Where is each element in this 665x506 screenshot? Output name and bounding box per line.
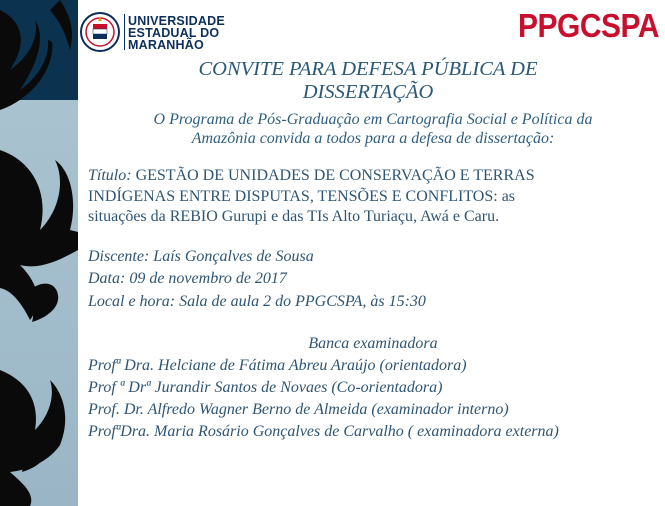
decorative-sidebar [0, 0, 78, 506]
program-logo: PPGCSPA [518, 8, 659, 45]
invitation-intro: O Programa de Pós-Graduação em Cartografia Social e Política da Amazônia convida a todos para a defesa de dissertação: [153, 111, 593, 147]
logo-divider [124, 14, 125, 50]
defense-date: Data: 09 de novembro de 2017 [88, 270, 287, 287]
student-name: Discente: Laís Gonçalves de Sousa [88, 247, 314, 265]
defense-location: Local e hora: Sala de aula 2 do PPGCSPA, às 15:30 [88, 292, 426, 310]
committee-list [88, 355, 658, 443]
titulo-label: Título: [88, 167, 132, 184]
university-name: UNIVERSIDADE ESTADUAL DO MARANHÃO [128, 14, 225, 52]
invitation-title: CONVITE PARA DEFESA PÚBLICA DE DISSERTAÇÃO [198, 58, 538, 103]
defense-details [88, 246, 658, 314]
committee-member: Profª Dra. Helciane de Fátima Abreu Araújo (orientadora) [88, 357, 467, 374]
university-seal-icon [80, 10, 120, 54]
committee-member: ProfªDra. Maria Rosário Gonçalves de Carvalho ( examinadora externa) [88, 423, 559, 440]
committee-member: Prof ª Drª Jurandir Santos de Novaes (Co-orientadora) [88, 379, 443, 396]
floral-ornament-icon [0, 0, 78, 506]
committee-member: Prof. Dr. Alfredo Wagner Berno de Almeida (examinador interno) [88, 401, 509, 418]
dissertation-title: Título: GESTÃO DE UNIDADES DE CONSERVAÇÃO E TERRAS INDÍGENAS ENTRE DISPUTAS, TENSÕES E CONFLITOS: as situações da REBIO Gurupi e das TIs Alto Turiaçu, Awá e Caru. [88, 167, 535, 225]
committee-heading: Banca examinadora [308, 335, 438, 352]
invitation-body [88, 58, 658, 443]
